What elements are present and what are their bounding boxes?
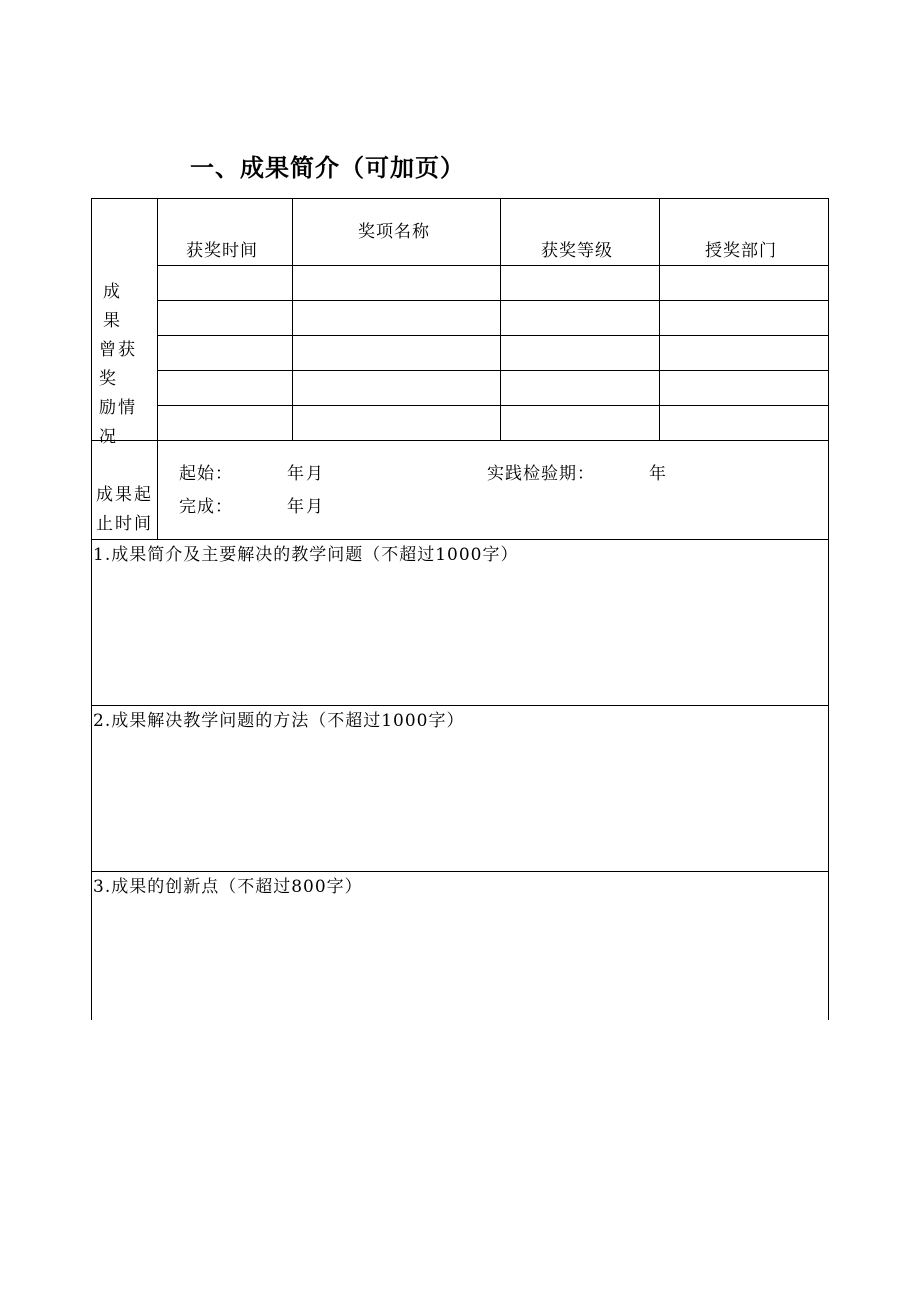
table-border-top xyxy=(91,198,829,199)
achievement-form xyxy=(91,198,829,1020)
header-award-level: 获奖等级 xyxy=(541,241,613,261)
period-row-label xyxy=(96,481,156,539)
period-bottom-border xyxy=(91,539,829,540)
page-title: 一、成果简介（可加页） xyxy=(190,154,465,182)
section-3-content-area[interactable] xyxy=(93,902,827,1018)
award-time-cell[interactable] xyxy=(158,266,292,300)
end-label: 完成： xyxy=(179,497,233,517)
award-name-cell[interactable] xyxy=(293,266,500,300)
section-1-title: 1.成果简介及主要解决的教学问题（不超过1000字） xyxy=(93,545,519,565)
section-2-title: 2.成果解决教学问题的方法（不超过1000字） xyxy=(93,711,465,731)
award-level-cell[interactable] xyxy=(501,371,659,405)
award-level-cell[interactable] xyxy=(501,266,659,300)
section-2-bottom-border xyxy=(91,871,829,872)
award-department-cell[interactable] xyxy=(660,301,828,335)
section-3-title: 3.成果的创新点（不超过800字） xyxy=(93,877,363,897)
award-time-cell[interactable] xyxy=(158,336,292,370)
award-department-cell[interactable] xyxy=(660,336,828,370)
awards-bottom-border xyxy=(91,440,829,441)
table-border-left xyxy=(91,198,92,1020)
award-name-cell[interactable] xyxy=(293,301,500,335)
awards-label-line: 成 果 xyxy=(103,282,132,331)
award-department-cell[interactable] xyxy=(660,266,828,300)
award-time-cell[interactable] xyxy=(158,301,292,335)
award-level-cell[interactable] xyxy=(501,336,659,370)
table-border-right xyxy=(828,198,829,1020)
awards-row-label xyxy=(99,278,155,452)
header-award-department: 授奖部门 xyxy=(705,241,777,261)
header-award-time: 获奖时间 xyxy=(186,241,258,261)
awards-label-line: 曾获奖 xyxy=(99,340,137,389)
award-level-cell[interactable] xyxy=(501,301,659,335)
start-value-field[interactable]: 年月 xyxy=(287,464,325,484)
start-label: 起始： xyxy=(179,464,233,484)
awards-label-line: 励情况 xyxy=(99,398,137,447)
award-department-cell[interactable] xyxy=(660,406,828,440)
practice-period-label: 实践检验期： xyxy=(487,464,595,484)
period-label-line: 成果起 xyxy=(96,485,153,505)
practice-period-field[interactable]: 年 xyxy=(649,464,666,484)
end-value-field[interactable]: 年月 xyxy=(287,497,325,517)
award-time-cell[interactable] xyxy=(158,406,292,440)
award-name-cell[interactable] xyxy=(293,371,500,405)
award-time-cell[interactable] xyxy=(158,371,292,405)
header-award-name: 奖项名称 xyxy=(358,222,430,242)
award-name-cell[interactable] xyxy=(293,406,500,440)
award-level-cell[interactable] xyxy=(501,406,659,440)
section-1-content-area[interactable] xyxy=(93,570,827,704)
award-name-cell[interactable] xyxy=(293,336,500,370)
section-1-bottom-border xyxy=(91,705,829,706)
section-2-content-area[interactable] xyxy=(93,736,827,870)
period-label-line: 止时间 xyxy=(96,514,153,534)
award-department-cell[interactable] xyxy=(660,371,828,405)
